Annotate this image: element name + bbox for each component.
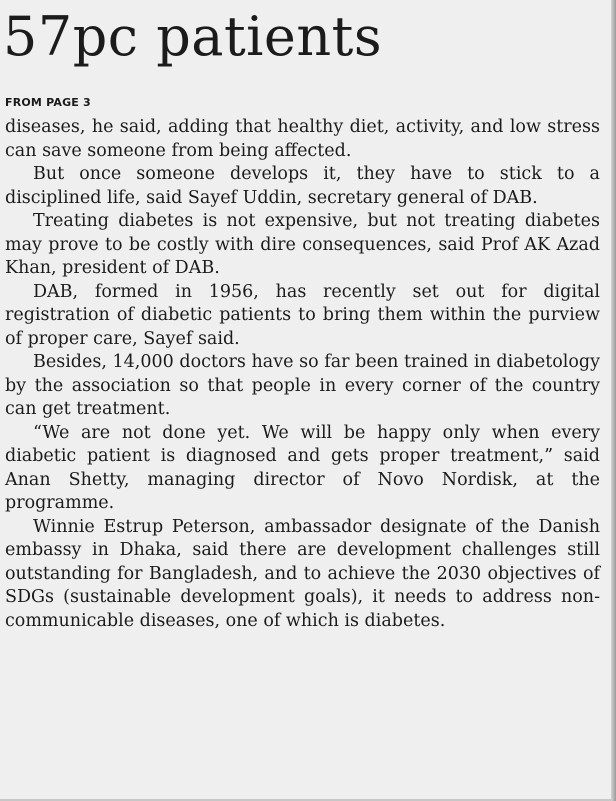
page-edge-shadow [611, 0, 616, 801]
article-paragraph-2: But once someone develops it, they have to stick to a disciplined life, said Sayef Uddin, secretary general of DAB. [5, 164, 600, 208]
headline: 57pc patients [3, 5, 383, 68]
article-body [5, 116, 600, 633]
article-paragraph-7: Winnie Estrup Peterson, ambassador designate of the Danish embassy in Dhaka, said there are development challenges still outstanding for Bangladesh, and to achieve the 2030 objectives of SDGs (sustainable development goals), it needs to address non-communicable diseases, one of which is diabetes. [5, 516, 600, 631]
article-paragraph-4: DAB, formed in 1956, has recently set out for digital registration of diabetic patients to bring them within the purview of proper care, Sayef said. [5, 281, 600, 349]
article-paragraph-1: diseases, he said, adding that healthy diet, activity, and low stress can save someone from being affected. [5, 117, 600, 161]
article-paragraph-5: Besides, 14,000 doctors have so far been trained in diabetology by the association so that people in every corner of the country can get treatment. [5, 352, 600, 419]
article-paragraph-3: Treating diabetes is not expensive, but not treating diabetes may prove to be costly with dire consequences, said Prof AK Azad Khan, president of DAB. [5, 211, 600, 278]
jump-line: FROM PAGE 3 [5, 96, 91, 109]
article-paragraph-6: “We are not done yet. We will be happy only when every diabetic patient is diagnosed and gets proper treatment,” said Anan Shetty, managing director of Novo Nordisk, at the programme. [5, 422, 600, 513]
